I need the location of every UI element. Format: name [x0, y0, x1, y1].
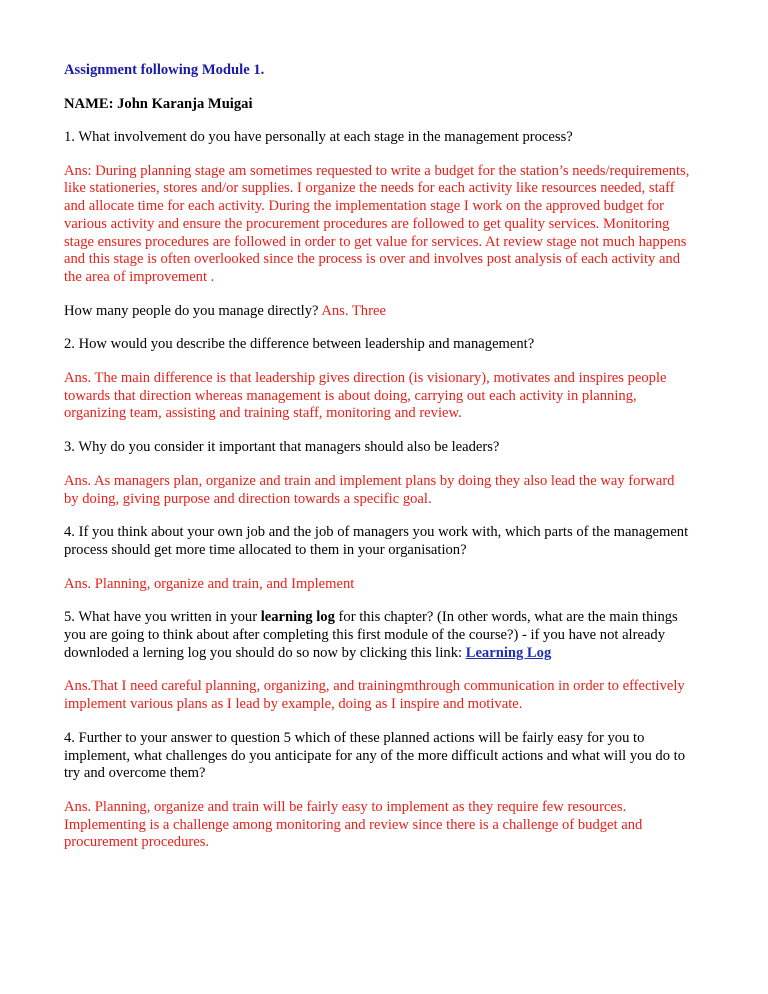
answer-3-line: by doing, giving purpose and direction towards a specific goal.	[64, 490, 432, 507]
learning-log-link[interactable]: Learning Log	[465, 644, 552, 661]
answer-1-line: and allocate time for each activity. During the implementation stage I work on the approved budget for	[64, 198, 665, 215]
question-4-line: process should get more time allocated to them in your organisation?	[64, 541, 467, 558]
answer-2	[64, 370, 728, 423]
question-4-line: 4. If you think about your own job and the job of managers you work with, which parts of the management	[64, 524, 689, 541]
question-4	[64, 524, 728, 559]
answer-5-line: Ans.That I need careful planning, organizing, and trainingmthrough communication in order to effectively	[64, 678, 685, 695]
question-6-line: implement, what challenges do you anticipate for any of the more difficult actions and what will you do to	[64, 747, 686, 764]
answer-1-line: like stationeries, stores and/or supplies. I organize the needs for each activity like resources needed, staff	[64, 180, 675, 197]
answer-6-line: procurement procedures.	[64, 834, 210, 851]
answer-2-line: towards that direction whereas management is about doing, carrying out each activity in planning,	[64, 387, 637, 404]
question-5	[64, 609, 728, 662]
answer-5	[64, 678, 728, 713]
answer-5-line: implement various plans as I lead by example, doing as I inspire and motivate.	[64, 696, 523, 713]
answer-6	[64, 799, 728, 852]
question-6	[64, 730, 728, 783]
question-5-text: for this chapter? (In other words, what are the main things	[334, 609, 678, 626]
answer-1-line: Ans: During planning stage am sometimes requested to write a budget for the station’s needs/requirements,	[64, 162, 690, 179]
document-title: Assignment following Module 1.	[64, 62, 265, 78]
answer-6-line: Ans. Planning, organize and train will be fairly easy to implement as they require few resources.	[64, 798, 627, 815]
answer-2-line: organizing team, assisting and training staff, monitoring and review.	[64, 405, 462, 422]
answer-3	[64, 473, 728, 508]
question-5-line: you are going to think about after completing this first module of the course?) - if you have not already	[64, 627, 666, 644]
answer-1-line: and this stage is often overlooked since the process is over and involves post analysis of each activity and	[64, 251, 681, 268]
student-name: NAME: John Karanja Muigai	[64, 96, 253, 112]
learning-log-term: learning log	[260, 609, 335, 626]
question-3: 3. Why do you consider it important that managers should also be leaders?	[64, 439, 500, 456]
answer-6-line: Implementing is a challenge among monitoring and review since there is a challenge of budget and	[64, 816, 643, 833]
question-5-line	[64, 645, 728, 663]
question-6-line: 4. Further to your answer to question 5 which of these planned actions will be fairly easy for you to	[64, 729, 645, 746]
answer-3-line: Ans. As managers plan, organize and train and implement plans by doing they also lead the way forward	[64, 472, 675, 489]
answer-1	[64, 163, 728, 287]
followup-question-text: How many people do you manage directly?	[64, 302, 322, 319]
followup-answer: Ans. Three	[321, 302, 386, 319]
answer-1-line: stage ensures procedures are followed in order to get value for services. At review stage not much happens	[64, 233, 687, 250]
followup-question	[64, 303, 728, 321]
answer-1-line: various activity and ensure the procurement procedures are followed to get quality services. Monitoring	[64, 215, 670, 232]
answer-4: Ans. Planning, organize and train, and Implement	[64, 575, 355, 592]
question-2: 2. How would you describe the difference between leadership and management?	[64, 336, 535, 353]
question-5-text: downloded a lerning log you should do so now by clicking this link:	[64, 644, 466, 661]
question-6-line: try and overcome them?	[64, 765, 206, 782]
question-5-line	[64, 609, 728, 627]
answer-2-line: Ans. The main difference is that leadership gives direction (is visionary), motivates and inspires people	[64, 370, 667, 387]
question-5-text: 5. What have you written in your	[64, 609, 261, 626]
answer-1-line: the area of improvement .	[64, 268, 215, 285]
question-1: 1. What involvement do you have personally at each stage in the management process?	[64, 129, 573, 145]
